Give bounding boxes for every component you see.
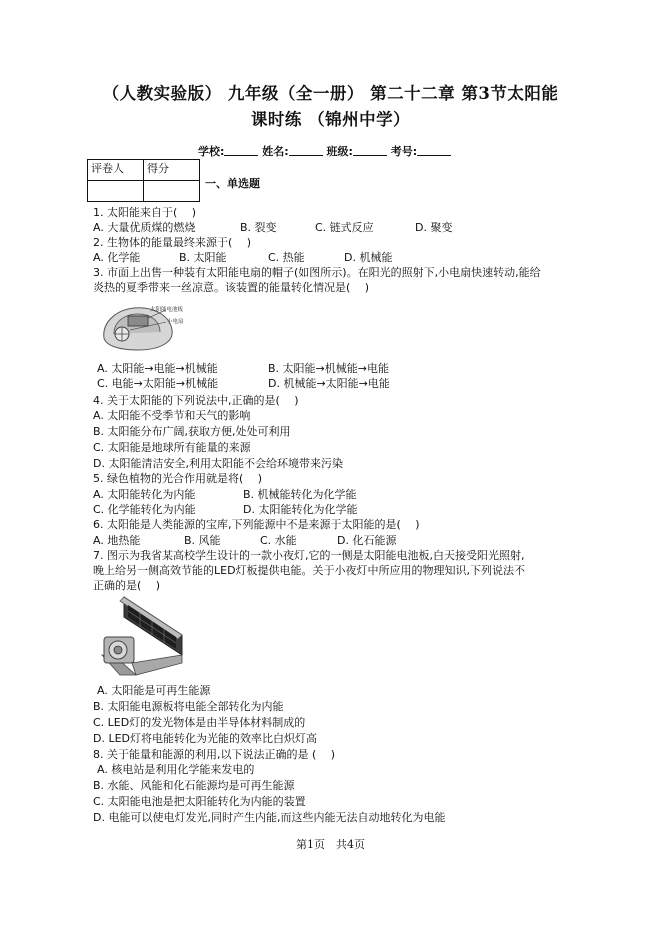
q1-stem: 1. 太阳能来自于( ) <box>93 206 197 219</box>
q5-option-d[interactable]: D. 太阳能转化为化学能 <box>243 503 358 516</box>
reviewer-cell[interactable] <box>88 181 144 202</box>
q4-stem: 4. 关于太阳能的下列说法中,正确的是( ) <box>93 394 299 407</box>
school-label: 学校: <box>198 145 225 158</box>
q5-stem: 5. 绿色植物的光合作用就是将( ) <box>93 472 263 485</box>
page-footer: 第1页 共4页 <box>296 838 365 851</box>
q6-stem: 6. 太阳能是人类能源的宝库,下列能源中不是来源于太阳能的是( ) <box>93 518 420 531</box>
q6-option-b[interactable]: B. 风能 <box>184 534 221 547</box>
q7-stem-line1: 7. 图示为我省某高校学生设计的一款小夜灯,它的一侧是太阳能电池板,白天接受阳光照射, <box>93 549 525 562</box>
q1-option-a[interactable]: A. 大量优质煤的燃烧 <box>93 221 196 234</box>
q8-option-b[interactable]: B. 水能、风能和化石能源均是可再生能源 <box>93 779 295 792</box>
q8-stem: 8. 关于能量和能源的利用,以下说法正确的是 ( ) <box>93 748 336 761</box>
label-small-fan: 小电扇 <box>167 319 184 325</box>
q2-option-d[interactable]: D. 机械能 <box>344 251 393 264</box>
q6-option-c[interactable]: C. 水能 <box>260 534 297 547</box>
q1-option-d[interactable]: D. 聚变 <box>415 221 453 234</box>
q7-option-a[interactable]: A. 太阳能是可再生能源 <box>97 684 211 697</box>
q5-option-a[interactable]: A. 太阳能转化为内能 <box>93 488 196 501</box>
q2-option-b[interactable]: B. 太阳能 <box>179 251 227 264</box>
label-solar-panel: 太阳能电池板 <box>150 307 184 313</box>
q3-option-c[interactable]: C. 电能→太阳能→机械能 <box>97 377 219 390</box>
q4-option-a[interactable]: A. 太阳能不受季节和天气的影响 <box>93 409 251 422</box>
q4-option-c[interactable]: C. 太阳能是地球所有能量的来源 <box>93 441 251 454</box>
q4-option-d[interactable]: D. 太阳能清洁安全,利用太阳能不会给环境带来污染 <box>93 457 343 470</box>
q3-option-d[interactable]: D. 机械能→太阳能→电能 <box>268 377 390 390</box>
q3-option-b[interactable]: B. 太阳能→机械能→电能 <box>268 362 389 375</box>
q7-option-b[interactable]: B. 太阳能电源板将电能全部转化为内能 <box>93 700 284 713</box>
class-blank[interactable] <box>353 145 387 156</box>
q3-stem-line2: 炎热的夏季带来一丝凉意。该装置的能量转化情况是( ) <box>93 281 370 294</box>
solar-night-light-figure <box>98 593 190 679</box>
student-info <box>198 143 451 159</box>
score-cell[interactable] <box>144 181 200 202</box>
page-title-line1: （人教实验版） 九年级（全一册） 第二十二章 第3节太阳能 <box>102 84 559 103</box>
q2-stem: 2. 生物体的能量最终来源于( ) <box>93 236 252 249</box>
q2-option-a[interactable]: A. 化学能 <box>93 251 141 264</box>
q1-option-b[interactable]: B. 裂变 <box>240 221 277 234</box>
q8-option-c[interactable]: C. 太阳能电池是把太阳能转化为内能的装置 <box>93 795 306 808</box>
score-table <box>87 159 200 202</box>
q8-option-d[interactable]: D. 电能可以使电灯发光,同时产生内能,而这些内能无法自动地转化为电能 <box>93 811 446 824</box>
solar-fan-hat-figure <box>100 302 200 354</box>
exam-no-label: 考号: <box>390 145 418 158</box>
q7-option-d[interactable]: D. LED灯将电能转化为光能的效率比白炽灯高 <box>93 732 318 745</box>
q7-option-c[interactable]: C. LED灯的发光物体是由半导体材料制成的 <box>93 716 306 729</box>
section-title: 一、单选题 <box>205 177 260 190</box>
page-title-line2: 课时练 （锦州中学） <box>250 110 411 129</box>
school-blank[interactable] <box>224 145 258 156</box>
q2-option-c[interactable]: C. 热能 <box>268 251 305 264</box>
score-header: 得分 <box>144 160 200 181</box>
name-blank[interactable] <box>289 145 323 156</box>
q7-stem-line2: 晚上给另一侧高效节能的LED灯板提供电能。关于小夜灯中所应用的物理知识,下列说法不 <box>93 564 526 577</box>
q1-option-c[interactable]: C. 链式反应 <box>315 221 374 234</box>
name-label: 姓名: <box>262 145 289 158</box>
q4-option-b[interactable]: B. 太阳能分布广阔,获取方便,处处可利用 <box>93 425 291 438</box>
q6-option-d[interactable]: D. 化石能源 <box>337 534 397 547</box>
class-label: 班级: <box>326 145 353 158</box>
exam-no-blank[interactable] <box>417 145 451 156</box>
q6-option-a[interactable]: A. 地热能 <box>93 534 141 547</box>
q5-option-b[interactable]: B. 机械能转化为化学能 <box>243 488 357 501</box>
q8-option-a[interactable]: A. 核电站是利用化学能来发电的 <box>97 763 255 776</box>
q5-option-c[interactable]: C. 化学能转化为内能 <box>93 503 196 516</box>
reviewer-header: 评卷人 <box>88 160 144 181</box>
q3-stem-line1: 3. 市面上出售一种装有太阳能电扇的帽子(如图所示)。在阳光的照射下,小电扇快速转动,能给 <box>93 266 541 279</box>
q3-option-a[interactable]: A. 太阳能→电能→机械能 <box>97 362 218 375</box>
q7-stem-line3: 正确的是( ) <box>93 579 161 592</box>
